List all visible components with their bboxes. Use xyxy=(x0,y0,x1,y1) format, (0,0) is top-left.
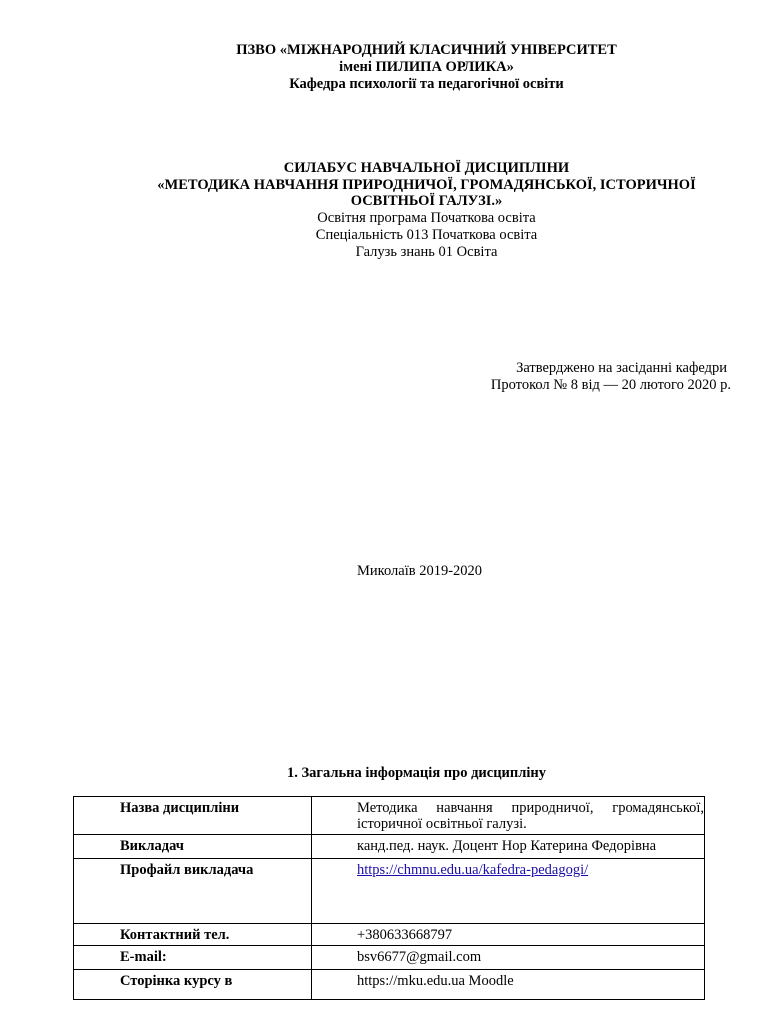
row-key-discipline: Назва дисципліни xyxy=(74,797,312,835)
table-row xyxy=(74,859,705,924)
row-key-phone: Контактний тел. xyxy=(74,924,312,946)
city-years: Миколаїв 2019-2020 xyxy=(357,563,483,579)
table-row xyxy=(74,835,705,859)
row-value-discipline xyxy=(312,797,705,835)
subject-title-line2: ОСВІТНЬОЇ ГАЛУЗІ.» xyxy=(350,193,503,209)
row-key-email: E-mail: xyxy=(74,946,312,970)
subject-title-line1: «МЕТОДИКА НАВЧАННЯ ПРИРОДНИЧОЇ, ГРОМАДЯНСЬКОЇ, ІСТОРИЧНОЇ xyxy=(157,177,696,193)
row-value-profile xyxy=(312,859,705,924)
row-value-phone: +380633668797 xyxy=(312,924,705,946)
approval-line1: Затверджено на засіданні кафедри xyxy=(516,360,727,376)
table-row xyxy=(74,946,705,970)
row-value-email: bsv6677@gmail.com xyxy=(312,946,705,970)
table-row xyxy=(74,970,705,1000)
profile-link[interactable]: https://chmnu.edu.ua/kafedra-pedagogi/ xyxy=(357,862,589,878)
row-key-lecturer: Викладач xyxy=(74,835,312,859)
department-name: Кафедра психології та педагогічної освіти xyxy=(289,76,564,92)
specialty: Спеціальність 013 Початкова освіта xyxy=(315,227,538,243)
education-program: Освітня програма Початкова освіта xyxy=(317,210,536,226)
course-info-table xyxy=(73,796,705,1000)
syllabus-title: СИЛАБУС НАВЧАЛЬНОЇ ДИСЦИПЛІНИ xyxy=(283,160,570,176)
discipline-name-line2: історичної освітньої галузі. xyxy=(357,816,527,832)
table-row xyxy=(74,797,705,835)
table-row xyxy=(74,924,705,946)
approval-protocol: Протокол № 8 від — 20 лютого 2020 р. xyxy=(490,377,731,393)
row-key-course-page: Сторінка курсу в xyxy=(74,970,312,1000)
field-of-knowledge: Галузь знань 01 Освіта xyxy=(355,244,498,260)
section-title: 1. Загальна інформація про дисципліну xyxy=(287,765,547,781)
row-value-lecturer: канд.пед. наук. Доцент Нор Катерина Федорівна xyxy=(312,835,705,859)
discipline-name-line1: Методика навчання природничої, громадянської, xyxy=(357,800,704,816)
university-name-line1: ПЗВО «МІЖНАРОДНИЙ КЛАСИЧНИЙ УНІВЕРСИТЕТ xyxy=(236,42,617,58)
row-key-profile: Профайл викладача xyxy=(74,859,312,924)
row-value-course-page: https://mku.edu.ua Moodle xyxy=(312,970,705,1000)
university-name-line2: імені ПИЛИПА ОРЛИКА» xyxy=(339,59,514,75)
